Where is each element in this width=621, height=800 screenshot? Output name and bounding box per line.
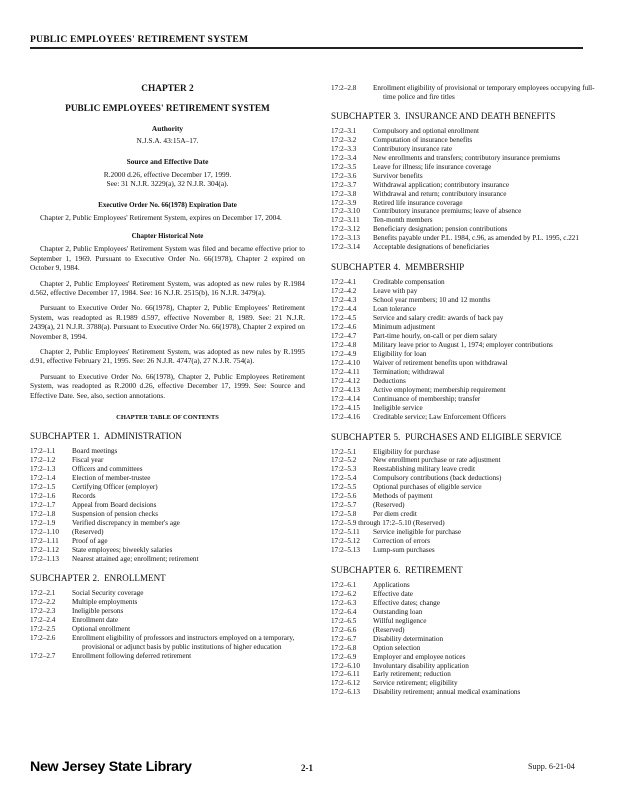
historical-paragraph: Chapter 2, Public Employees' Retirement System, was adopted as new rules by R.1984 d.562, effective December 17, 1984. See: 16 N.J.R. 2515(b), 16 N.J.R. 3479(a). <box>30 278 305 298</box>
subchapter-block <box>331 432 595 555</box>
toc-entry[interactable] <box>331 448 595 457</box>
entry-list <box>331 278 595 421</box>
section-number: 17:2–2.4 <box>30 616 56 625</box>
subchapter-heading[interactable] <box>331 262 595 273</box>
subchapter-name: ENROLLMENT <box>104 573 166 584</box>
entry-list <box>30 447 305 563</box>
subchapter-name: ADMINISTRATION <box>104 431 182 442</box>
toc-entry[interactable] <box>331 341 595 350</box>
section-title: Disability determination <box>373 634 444 643</box>
section-title: Enrollment eligibility of professors and instructors employed on a temporary, provisional or adjunct basis by public institutions of higher education <box>72 634 295 652</box>
section-number: 17:2–4.1 <box>331 278 357 287</box>
section-title: Computation of insurance benefits <box>373 135 473 144</box>
section-number: 17:2–3.11 <box>331 216 360 225</box>
section-number: 17:2–4.12 <box>331 376 360 385</box>
section-number: 17:2–5.8 <box>331 510 357 519</box>
section-title: Disability retirement; annual medical examinations <box>373 688 521 697</box>
section-number: 17:2–4.14 <box>331 394 360 403</box>
section-title: Records <box>72 491 96 500</box>
section-title: Creditable compensation <box>373 278 445 287</box>
section-title: Beneficiary designation; pension contributions <box>373 225 508 234</box>
left-toc <box>30 431 305 661</box>
section-title: Part-time hourly, on-call or per diem salary <box>373 331 498 340</box>
toc-entry[interactable] <box>331 296 595 305</box>
toc-entry[interactable] <box>331 413 595 422</box>
section-number: 17:2–4.5 <box>331 314 357 323</box>
section-title: Survivor benefits <box>373 171 423 180</box>
section-title: Verified discrepancy in member's age <box>72 518 180 527</box>
section-title: Continuance of membership; transfer <box>373 394 481 403</box>
section-title: Enrollment eligibility of provisional or temporary employees occupying full-time police and fire titles <box>373 84 595 101</box>
toc-entry[interactable] <box>331 199 595 208</box>
subchapter-block <box>331 111 595 252</box>
entry-list <box>331 448 595 555</box>
section-title: Withdrawal and return; contributory insurance <box>373 189 507 198</box>
subchapter-block <box>331 262 595 421</box>
section-number: 17:2–6.4 <box>331 607 357 616</box>
toc-entry[interactable] <box>331 679 595 688</box>
section-title: Effective date <box>373 589 413 598</box>
toc-entry[interactable] <box>30 483 305 492</box>
section-number: 17:2–2.3 <box>30 607 56 616</box>
section-number: 17:2–5.2 <box>331 456 357 465</box>
toc-entry[interactable] <box>331 653 595 662</box>
section-number: 17:2–1.10 <box>30 527 59 536</box>
section-title: Certifying Officer (employer) <box>72 482 158 491</box>
section-number: 17:2–3.10 <box>331 207 360 216</box>
section-number: 17:2–5.6 <box>331 492 357 501</box>
lead-entry-list <box>331 84 595 102</box>
header-rule <box>30 47 583 49</box>
subchapter-name: MEMBERSHIP <box>405 262 465 273</box>
section-title: Waiver of retirement benefits upon withdrawal <box>373 358 508 367</box>
section-title: Military leave prior to August 1, 1974; employer contributions <box>373 340 553 349</box>
toc-entry[interactable] <box>331 368 595 377</box>
toc-entry[interactable] <box>30 456 305 465</box>
section-number: 17:2–3.1 <box>331 126 357 135</box>
entry-list <box>331 581 595 697</box>
section-title: Board meetings <box>72 447 118 456</box>
section-number: 17:2–6.10 <box>331 661 360 670</box>
section-number: 17:2–5.5 <box>331 483 357 492</box>
section-title: Multiple employments <box>72 598 138 607</box>
right-toc <box>331 111 595 697</box>
subchapter-label: SUBCHAPTER 6. <box>331 564 401 575</box>
section-title: Ten-month members <box>373 216 433 225</box>
section-number: 17:2–2.5 <box>30 625 56 634</box>
historical-note-heading: Chapter Historical Note <box>131 232 204 241</box>
executive-order-text: Chapter 2, Public Employees' Retirement System, expires on December 17, 2004. <box>40 213 282 222</box>
toc-entry[interactable] <box>331 528 595 537</box>
toc-entry[interactable] <box>331 332 595 341</box>
toc-entry[interactable] <box>30 616 305 625</box>
section-number: 17:2–1.11 <box>30 536 59 545</box>
toc-entry[interactable] <box>331 84 595 102</box>
section-number: 17:2–4.11 <box>331 367 360 376</box>
section-number: 17:2–1.6 <box>30 491 56 500</box>
section-number: 17:2–1.1 <box>30 447 56 456</box>
section-title: Service ineligible for purchase <box>373 528 462 537</box>
toc-entry[interactable] <box>331 225 595 234</box>
toc-entry[interactable] <box>331 688 595 697</box>
section-number: 17:2–4.16 <box>331 412 360 421</box>
toc-entry[interactable] <box>331 127 595 136</box>
toc-entry[interactable] <box>30 510 305 519</box>
toc-entry[interactable] <box>331 662 595 671</box>
toc-entry[interactable] <box>30 474 305 483</box>
section-number: 17:2–4.7 <box>331 331 357 340</box>
toc-entry[interactable] <box>331 599 595 608</box>
toc-entry[interactable] <box>331 350 595 359</box>
section-number: 17:2–2.6 <box>30 634 56 643</box>
section-title: New enrollment purchase or rate adjustment <box>373 456 501 465</box>
section-title: Optional enrollment <box>72 625 131 634</box>
section-number: 17:2–4.8 <box>331 340 357 349</box>
toc-entry[interactable] <box>331 190 595 199</box>
toc-entry[interactable] <box>331 243 595 252</box>
section-number: 17:2–1.8 <box>30 509 56 518</box>
section-number: 17:2–6.6 <box>331 625 357 634</box>
subchapter-label: SUBCHAPTER 1. <box>30 431 100 442</box>
toc-entry[interactable] <box>331 181 595 190</box>
toc-entry[interactable] <box>331 323 595 332</box>
chapter-label: CHAPTER 2 <box>141 84 194 94</box>
section-title: State employees; biweekly salaries <box>72 545 173 554</box>
section-title: Officers and committees <box>72 465 143 473</box>
toc-entry[interactable] <box>331 501 595 510</box>
historical-paragraph: Pursuant to Executive Order No. 66(1978), Chapter 2, Public Employees Retirement System, was readopted as R.2000 d.26, effective December 17, 1999. See: Source and Effective Date. See, also, section annotations. <box>30 371 305 400</box>
section-number: 17:2–3.8 <box>331 189 357 198</box>
section-number: 17:2–6.9 <box>331 652 357 661</box>
subchapter-block <box>30 573 305 661</box>
section-number: 17:2–6.2 <box>331 589 357 598</box>
section-number: 17:2–4.4 <box>331 305 357 314</box>
historical-paragraph: Pursuant to Executive Order No. 66(1978), Chapter 2, Public Employees' Retirement System, was readopted as R.1989 d.597, effective November 8, 1989. See: 21 N.J.R. 2439(a), 21 N.J.R. 3788(a). Pursuant to Executive Order No. 66(1978), Chapter 2 expired on November 8, 1994. <box>30 303 305 341</box>
section-title: Contributory insurance premiums; leave of absence <box>373 207 522 216</box>
section-title: New enrollments and transfers; contributory insurance premiums <box>373 153 561 162</box>
section-number: 17:2–6.1 <box>331 580 357 589</box>
toc-entry[interactable] <box>331 617 595 626</box>
section-title: Leave for illness; life insurance coverage <box>373 162 492 171</box>
section-number: 17:2–3.9 <box>331 198 357 207</box>
section-title: School year members; 10 and 12 months <box>373 296 491 305</box>
toc-entry[interactable] <box>331 510 595 519</box>
section-title: Nearest attained age; enrollment; retirement <box>72 554 199 563</box>
toc-entry[interactable] <box>331 474 595 483</box>
section-title: Creditable service; Law Enforcement Officers <box>373 412 506 421</box>
toc-entry[interactable] <box>30 555 305 564</box>
section-title: Reestablishing military leave credit <box>373 465 475 474</box>
toc-entry[interactable] <box>30 519 305 528</box>
historical-note-body <box>30 244 305 400</box>
section-number: 17:2–4.6 <box>331 323 357 332</box>
section-title: Service and salary credit: awards of back pay <box>373 314 504 323</box>
section-title: Applications <box>373 580 410 589</box>
section-title: Acceptable designations of beneficiaries <box>373 243 490 252</box>
section-title: Eligibility for purchase <box>373 447 440 456</box>
section-title: Involuntary disability application <box>373 661 469 670</box>
section-title: Option selection <box>373 643 421 652</box>
section-number: 17:2–5.13 <box>331 545 360 554</box>
section-number: 17:2–6.5 <box>331 616 357 625</box>
section-title: Leave with pay <box>373 287 418 296</box>
section-number: 17:2–1.2 <box>30 456 56 465</box>
toc-entry[interactable] <box>30 447 305 456</box>
toc-entry[interactable] <box>30 589 305 598</box>
section-number: 17:2–3.7 <box>331 180 357 189</box>
historical-paragraph: Chapter 2, Public Employees' Retirement System was filed and became effective prior to September 1, 1969. Pursuant to Executive Order No. 66(1978), Chapter 2 expired on October 9, 1984. <box>30 244 305 273</box>
section-title: Retired life insurance coverage <box>373 198 463 207</box>
subchapter-label: SUBCHAPTER 3. <box>331 110 401 121</box>
executive-order-heading: Executive Order No. 66(1978) Expiration Date <box>98 201 237 209</box>
section-title: Ineligible persons <box>72 607 124 616</box>
toc-entry[interactable] <box>331 216 595 225</box>
section-title: Correction of errors <box>373 537 431 546</box>
section-title: Loan tolerance <box>373 305 416 314</box>
section-title: Benefits payable under P.L. 1984, c.96, as amended by P.L. 1995, c.221 <box>373 234 579 243</box>
toc-entry[interactable] <box>331 626 595 635</box>
section-title: Fiscal year <box>72 456 104 465</box>
section-title: Enrollment date <box>72 616 119 625</box>
toc-entry[interactable] <box>331 207 595 216</box>
section-number: 17:2–6.11 <box>331 670 360 679</box>
section-number: 17:2–1.4 <box>30 473 56 482</box>
section-number: 17:2–6.13 <box>331 688 360 697</box>
toc-entry[interactable] <box>331 546 595 555</box>
section-number: 17:2–5.4 <box>331 474 357 483</box>
page-number: 2-1 <box>301 763 313 773</box>
source-line-2: See: 31 N.J.R. 3229(a), 32 N.J.R. 304(a). <box>106 179 229 188</box>
subchapter-block <box>30 431 305 563</box>
subchapter-label: SUBCHAPTER 2. <box>30 573 100 584</box>
section-title: Social Security coverage <box>72 589 144 598</box>
section-title: Early retirement; reduction <box>373 670 451 679</box>
section-number: 17:2–3.14 <box>331 243 360 252</box>
section-title: (Reserved) <box>373 625 405 634</box>
toc-entry[interactable] <box>331 590 595 599</box>
authority-text: N.J.S.A. 43:15A–17. <box>136 136 199 145</box>
authority-heading: Authority <box>151 124 184 133</box>
source-line-1: R.2000 d.26, effective December 17, 1999. <box>103 170 232 179</box>
historical-paragraph: Chapter 2, Public Employees' Retirement System, was adopted as new rules by R.1995 d.91, effective February 21, 1995. See: 26 N.J.R. 4747(a), 27 N.J.R. 754(a). <box>30 347 305 366</box>
section-title: Termination; withdrawal <box>373 367 445 376</box>
toc-entry[interactable] <box>331 395 595 404</box>
section-number: 17:2–5.12 <box>331 537 360 546</box>
source-heading: Source and Effective Date <box>126 157 209 166</box>
section-number: 17:2–6.12 <box>331 679 360 688</box>
section-title: Active employment; membership requirement <box>373 385 506 394</box>
toc-entry[interactable] <box>331 644 595 653</box>
chapter-title: PUBLIC EMPLOYEES' RETIREMENT SYSTEM <box>65 104 270 114</box>
supplement-date: Supp. 6-21-04 <box>528 762 575 771</box>
section-number: 17:2–5.1 <box>331 447 357 456</box>
section-title: Minimum adjustment <box>373 323 436 332</box>
subchapter-heading[interactable] <box>331 565 595 576</box>
toc-entry[interactable] <box>30 625 305 634</box>
toc-entry[interactable] <box>331 172 595 181</box>
section-title: Ineligible service <box>373 403 423 412</box>
section-number: 17:2–2.7 <box>30 652 56 661</box>
toc-entry[interactable] <box>331 287 595 296</box>
subchapter-heading[interactable] <box>30 431 305 442</box>
section-number: 17:2–1.13 <box>30 554 59 563</box>
section-title: Lump-sum purchases <box>373 545 435 554</box>
running-head: PUBLIC EMPLOYEES' RETIREMENT SYSTEM <box>30 34 249 45</box>
section-title: Effective dates; change <box>373 598 440 607</box>
toc-entry[interactable] <box>30 465 305 474</box>
library-logo: New Jersey State Library <box>30 759 192 775</box>
toc-entry[interactable] <box>331 483 595 492</box>
section-number: 17:2–2.8 <box>331 84 357 92</box>
section-number: 17:2–1.7 <box>30 500 56 509</box>
section-title: Compulsory and optional enrollment <box>373 126 480 135</box>
toc-entry[interactable] <box>331 608 595 617</box>
section-title: Methods of payment <box>373 492 433 501</box>
section-title: Contributory insurance rate <box>373 144 453 153</box>
toc-entry[interactable] <box>331 404 595 413</box>
toc-entry[interactable] <box>331 145 595 154</box>
toc-entry[interactable] <box>331 278 595 287</box>
toc-entry[interactable] <box>331 386 595 395</box>
subchapter-block <box>331 565 595 697</box>
section-title: Outstanding loan <box>373 607 423 616</box>
section-title: (Reserved) <box>373 501 405 510</box>
section-number: 17:2–4.10 <box>331 358 360 367</box>
section-number: 17:2–1.12 <box>30 545 59 554</box>
section-number: 17:2–3.3 <box>331 144 357 153</box>
section-title: Appeal from Board decisions <box>72 500 157 509</box>
section-number: 17:2–1.5 <box>30 482 56 491</box>
section-number: 17:2–3.12 <box>331 225 360 234</box>
section-title: Compulsory contributions (back deductions) <box>373 474 502 483</box>
toc-entry[interactable] <box>331 635 595 644</box>
section-number: 17:2–5.7 <box>331 501 357 510</box>
section-number: 17:2–3.4 <box>331 153 357 162</box>
section-number: 17:2–1.9 <box>30 518 56 527</box>
toc-entry[interactable] <box>331 234 595 243</box>
section-number: 17:2–4.9 <box>331 349 357 358</box>
toc-title: CHAPTER TABLE OF CONTENTS <box>116 414 219 422</box>
toc-entry[interactable] <box>331 377 595 386</box>
section-number: 17:2–2.1 <box>30 589 56 598</box>
section-title: Optional purchases of eligible service <box>373 483 482 492</box>
toc-entry[interactable] <box>331 456 595 465</box>
toc-entry[interactable] <box>30 546 305 555</box>
subchapter-name: INSURANCE AND DEATH BENEFITS <box>405 110 556 121</box>
toc-entry[interactable] <box>331 163 595 172</box>
toc-entry[interactable] <box>331 670 595 679</box>
section-title: Service retirement; eligibility <box>373 679 458 688</box>
section-number: 17:2–1.3 <box>30 465 56 473</box>
toc-entry[interactable] <box>331 581 595 590</box>
toc-entry[interactable] <box>331 519 595 528</box>
right-column <box>331 84 595 707</box>
subchapter-label: SUBCHAPTER 5. <box>331 431 401 442</box>
toc-entry[interactable] <box>30 492 305 501</box>
subchapter-heading[interactable] <box>331 432 595 443</box>
toc-entry[interactable] <box>30 528 305 537</box>
toc-entry[interactable] <box>331 136 595 145</box>
section-number: 17:2–4.15 <box>331 403 360 412</box>
section-number: 17:2–3.5 <box>331 162 357 171</box>
section-title: Eligibility for loan <box>373 349 427 358</box>
section-number: 17:2–3.6 <box>331 171 357 180</box>
toc-entry[interactable] <box>331 154 595 163</box>
section-title: Election of member-trustee <box>72 473 151 482</box>
left-column <box>30 84 305 671</box>
section-number: 17:2–3.13 <box>331 234 360 243</box>
section-number: 17:2–2.2 <box>30 598 56 607</box>
toc-entry[interactable] <box>331 465 595 474</box>
entry-list <box>30 589 305 661</box>
section-number: 17:2–6.3 <box>331 598 357 607</box>
section-title: Withdrawal application; contributory insurance <box>373 180 510 189</box>
subchapter-name: RETIREMENT <box>405 564 463 575</box>
toc-entry[interactable] <box>30 537 305 546</box>
toc-entry[interactable] <box>331 305 595 314</box>
section-title: Enrollment following deferred retirement <box>72 652 192 661</box>
toc-entry[interactable] <box>30 607 305 616</box>
section-title: Suspension of pension checks <box>72 509 159 518</box>
section-title: Per diem credit <box>373 510 417 519</box>
section-number: 17:2–5.3 <box>331 465 357 474</box>
toc-entry[interactable] <box>30 634 305 652</box>
entry-list <box>331 127 595 252</box>
toc-entry[interactable] <box>30 652 305 661</box>
section-title: Proof of age <box>72 536 108 545</box>
section-number: 17:2–6.8 <box>331 643 357 652</box>
subchapter-label: SUBCHAPTER 4. <box>331 262 401 273</box>
section-number: 17:2–6.7 <box>331 634 357 643</box>
section-number: 17:2–4.3 <box>331 296 357 305</box>
subchapter-heading[interactable] <box>331 111 595 122</box>
subchapter-name: PURCHASES AND ELIGIBLE SERVICE <box>405 431 562 442</box>
section-number: 17:2–3.2 <box>331 135 357 144</box>
section-title: Deductions <box>373 376 406 385</box>
section-title: Employer and employee notices <box>373 652 466 661</box>
toc-entry[interactable] <box>30 598 305 607</box>
subchapter-heading[interactable] <box>30 573 305 584</box>
section-title: (Reserved) <box>72 527 104 536</box>
toc-entry[interactable] <box>331 537 595 546</box>
toc-entry[interactable] <box>331 359 595 368</box>
toc-entry[interactable] <box>331 314 595 323</box>
toc-entry[interactable] <box>331 492 595 501</box>
section-title: Willful negligence <box>373 616 427 625</box>
section-number: 17:2–4.2 <box>331 287 357 296</box>
section-number: 17:2–5.11 <box>331 528 360 537</box>
section-title: 17:2–5.9 through 17:2–5.10 (Reserved) <box>331 519 445 528</box>
toc-entry[interactable] <box>30 501 305 510</box>
section-number: 17:2–4.13 <box>331 385 360 394</box>
